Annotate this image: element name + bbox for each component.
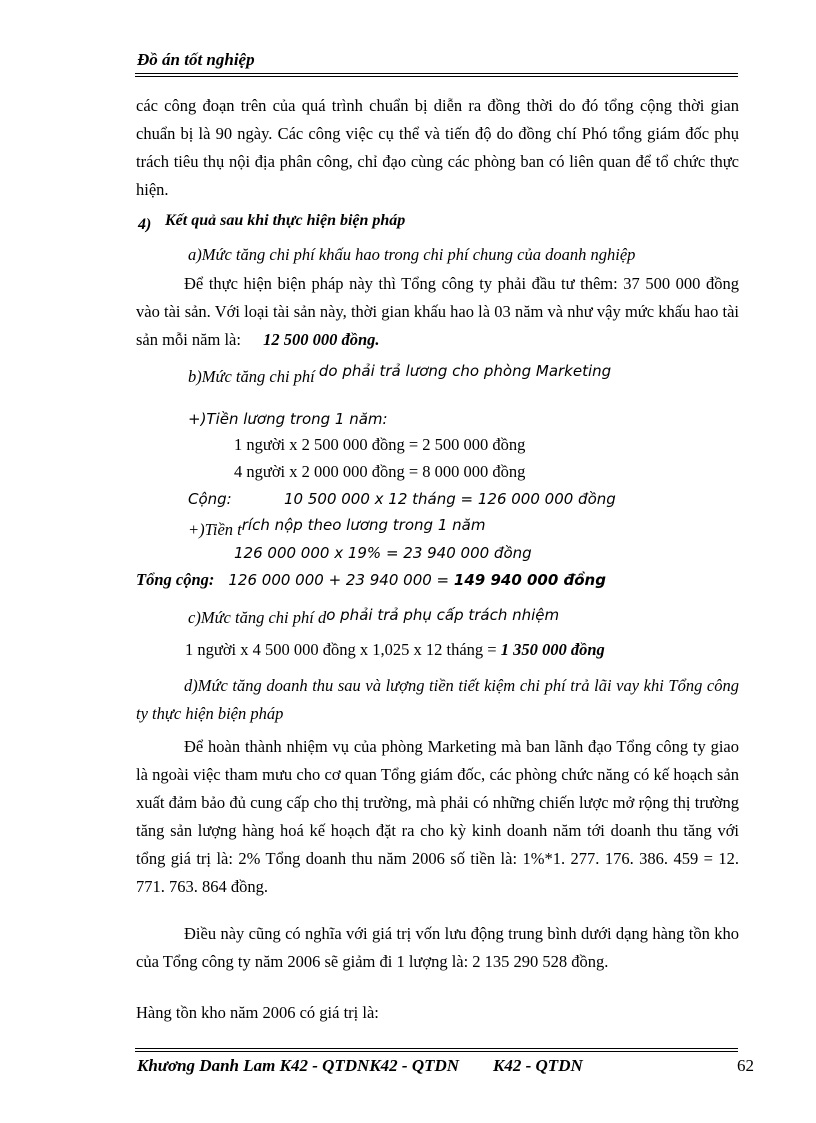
- part-b-heading-2: do phải trả lương cho phòng Marketing: [318, 362, 612, 380]
- part-b-sum-value: 10 500 000 x 12 tháng = 126 000 000 đồng: [284, 490, 616, 508]
- part-c-heading-1: c)Mức tăng chi phí d: [188, 608, 327, 627]
- part-c-result: 1 350 000 đồng: [500, 640, 605, 659]
- part-d-heading: d)Mức tăng doanh thu sau và lượng tiền tiết kiệm chi phí trả lãi vay khi Tổng công ty thực hiện biện pháp: [136, 676, 739, 723]
- section-title: Kết quả sau khi thực hiện biện pháp: [165, 212, 406, 229]
- part-b-total-value: 149 940 000 đồng: [453, 571, 606, 589]
- footer-rule-thin: [135, 1048, 738, 1049]
- part-d-paragraph-3: Hàng tồn kho năm 2006 có giá trị là:: [136, 1003, 379, 1022]
- page-number: 62: [737, 1056, 754, 1075]
- page-header-title: Đồ án tốt nghiệp: [137, 50, 255, 69]
- part-d-paragraph-2: Điều này cũng có nghĩa với giá trị vốn lưu động trung bình dưới dạng hàng tồn kho của Tổng công ty năm 2006 sẽ giảm đi 1 lượng là: 2 135 290 528 đồng.: [136, 924, 739, 971]
- part-c-calc-text: 1 người x 4 500 000 đồng x 1,025 x 12 tháng =: [185, 640, 501, 659]
- part-a-text: Để thực hiện biện pháp này thì Tổng công ty phải đầu tư thêm: 37 500 000 đồng vào tài sản. Với loại tài sản này, thời gian khấu hao là 03 năm và như vậy mức khấu hao tài sản mỗi năm là:: [136, 274, 739, 349]
- part-b-salary-line-1: 1 người x 2 500 000 đồng = 2 500 000 đồng: [234, 435, 526, 454]
- part-b-salary-label: +)Tiền lương trong 1 năm:: [188, 410, 388, 428]
- part-b-heading: [188, 362, 612, 387]
- intro-paragraph: các công đoạn trên của quá trình chuẩn bị diễn ra đồng thời do đó tổng cộng thời gian chuẩn bị là 90 ngày. Các công việc cụ thể và tiến độ do đồng chí Phó tổng giám đốc phụ trách tiêu thụ nội địa phân công, chỉ đạo cùng các phòng ban có liên quan để tổ chức thực hiện.: [136, 96, 739, 199]
- part-a-result: 12 500 000 đồng.: [263, 330, 380, 349]
- part-b-deduction-label: [188, 516, 486, 540]
- part-b-deduction-1: +)Tiền t: [188, 520, 242, 539]
- part-c-heading-2: o phải trả phụ cấp trách nhiệm: [326, 606, 560, 624]
- part-d-paragraph-1: Để hoàn thành nhiệm vụ của phòng Marketing mà ban lãnh đạo Tổng công ty giao là ngoài việc tham mưu cho cơ quan Tổng giám đốc, các phòng chức năng có kế hoạch sản xuất đảm bảo đủ cung cấp cho thị trường, mà phải có những chiến lược mở rộng thị trường tăng sản lượng hàng hoá kế hoạch đặt ra cho kỳ kinh doanh năm tới doanh thu tăng với tổng giá trị là: 2% Tổng doanh thu năm 2006 số tiền là: 1%*1. 277. 176. 386. 459 = 12. 771. 763. 864 đồng.: [136, 737, 739, 896]
- header-rule-thin: [135, 76, 738, 77]
- part-c-calculation: [185, 640, 605, 660]
- section-number: 4): [138, 216, 152, 233]
- part-b-heading-1: b)Mức tăng chi phí: [188, 367, 319, 386]
- footer-text: Khương Danh Lam K42 - QTDNK42 - QTDN K42 - QTDN: [137, 1056, 583, 1075]
- header-rule-thick: [135, 73, 738, 74]
- part-b-deduction-value: 126 000 000 x 19% = 23 940 000 đồng: [234, 544, 532, 562]
- part-b-deduction-2: rích nộp theo lương trong 1 năm: [241, 516, 486, 534]
- part-b-sum-label: Cộng:: [188, 490, 232, 508]
- part-c-heading: [188, 608, 559, 628]
- part-b-total: [136, 570, 606, 590]
- part-a-paragraph: [136, 270, 739, 354]
- part-b-total-label: Tổng cộng:: [136, 570, 215, 589]
- part-b-salary-line-2: 4 người x 2 000 000 đồng = 8 000 000 đồng: [234, 462, 526, 481]
- footer-rule-thick: [135, 1051, 738, 1052]
- part-b-total-expression: 126 000 000 + 23 940 000 =: [228, 571, 454, 589]
- part-a-heading: a)Mức tăng chi phí khấu hao trong chi phí chung của doanh nghiệp: [188, 245, 636, 264]
